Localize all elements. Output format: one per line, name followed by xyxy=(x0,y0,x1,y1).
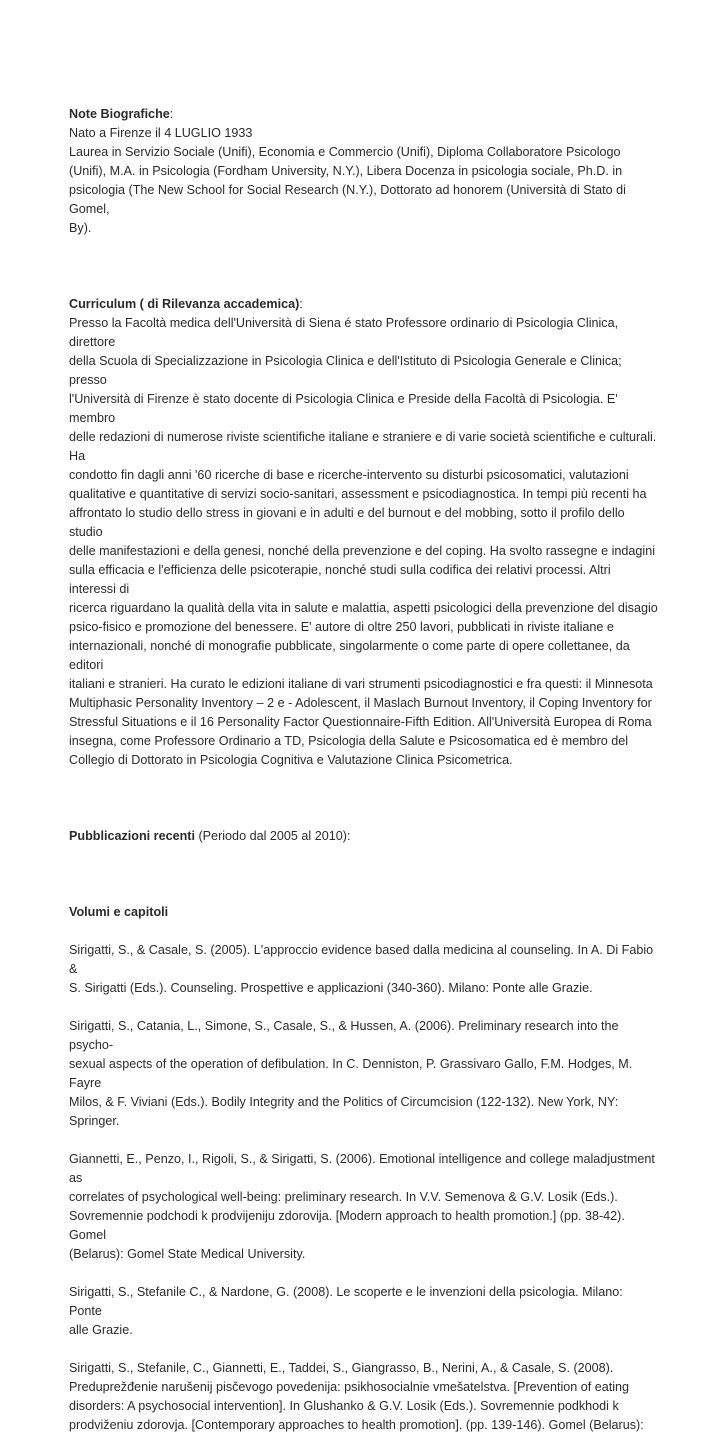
publications-period: (Periodo dal 2005 al 2010): xyxy=(194,829,351,843)
publication-entry: Sirigatti, S., Catania, L., Simone, S., Casale, S., & Hussen, A. (2006). Preliminary research into the psycho- sexual aspects of the operation of defibulation. In C. Denniston, P. Grassivaro Gallo, F.M. Hodges, M. Fayre Milos, & F. Viviani (Eds.). Bodily Integrity and the Politics of Circumcision (122-132). New York, NY: Springer. xyxy=(69,1019,633,1128)
publication-entry: Sirigatti, S., Stefanile C., & Nardone, G. (2008). Le scoperte e le invenzioni della psicologia. Milano: Ponte alle Grazie. xyxy=(69,1285,623,1337)
publication-entry: Sirigatti, S., Stefanile, C., Giannetti, E., Taddei, S., Giangrasso, B., Nerini, A., & Casale, S. (2008). Preduprežđenie narušenij pisčevogo povedenija: psikhosocialnie vmešatelstva. [Prevention of eating disorders: A psychosocial intervention]. In Glushanko & G.V. Losik (Eds.). Sovremennie podkhodi k prodviženiu zdorovja. [Contemporary approaches to health promotion]. (pp. 139-146). Gomel (Belarus): xyxy=(69,1361,644,1432)
publications-heading: Pubblicazioni recenti xyxy=(69,829,195,843)
document-page xyxy=(69,86,659,1454)
curriculum-section xyxy=(69,295,659,770)
curriculum-heading: Curriculum ( di Rilevanza accademica) xyxy=(69,297,300,311)
publication-entry: Giannetti, E., Penzo, I., Rigoli, S., & Sirigatti, S. (2006). Emotional intelligence and college maladjustment as correlates of psychological well-being: preliminary research. In V.V. Semenova & G.V. Losik (Eds.). Sovremennie podchodi k prodvijeniju zdorovija. [Modern approach to health promotion.] (pp. 38-42). Gomel (Belarus): Gomel State Medical University. xyxy=(69,1152,655,1261)
curriculum-text: Presso la Facoltà medica dell'Università di Siena é stato Professore ordinario di Psicologia Clinica, direttore della Scuola di Specializzazione in Psicologia Clinica e dell'Istituto di Psicologia Generale e Clinica; presso l'Università di Firenze è stato docente di Psicologia Clinica e Preside della Facoltà di Psicologia. E' membro delle redazioni di numerose riviste scientifiche italiane e straniere e di varie società scientifiche e culturali. Ha condotto fin dagli anni '60 ricerche di base e ricerche-intervento su disturbi psicosomatici, valutazioni qualitative e quantitative di servizi socio-sanitari, assessment e psicodiagnostica. In tempi più recenti ha affrontato lo studio dello stress in giovani e in adulti e del burnout e del mobbing, sotto il profilo dello studio delle manifestazioni e della genesi, nonché della prevenzione e del coping. Ha svolto rassegne e indagini sulla efficacia e l'efficienza delle psicoterapie, nonché studi sulla codifica dei relativi processi. Altri interessi di ricerca riguardano la qualità della vita in salute e malattia, aspetti psicologici della prevenzione del disagio psico-fisico e promozione del benessere. E' autore di oltre 250 lavori, pubblicati in riviste italiane e internazionali, nonché di monografie pubblicate, singolarmente o come parte di opere collettanee, da editori italiani e stranieri. Ha curato le edizioni italiane di vari strumenti psicodiagnostici e fra questi: il Minnesota Multiphasic Personality Inventory – 2 e - Adolescent, il Maslach Burnout Inventory, il Coping Inventory for Stressful Situations e il 16 Personality Factor Questionnaire-Fifth Edition. All'Università Europea di Roma insegna, come Professore Ordinario a TD, Psicologia della Salute e Psicosomatica ed è membro del Collegio di Dottorato in Psicologia Cognitiva e Valutazione Clinica Psicometrica. xyxy=(69,316,658,767)
spacer xyxy=(69,865,659,884)
volumes-subheading: Volumi e capitoli xyxy=(69,905,169,919)
publications-heading-line xyxy=(69,827,659,846)
curriculum-heading-suffix: : xyxy=(299,297,303,311)
spacer xyxy=(69,257,659,276)
bio-heading-suffix: : xyxy=(169,107,174,121)
bio-section xyxy=(69,105,659,238)
spacer xyxy=(69,789,659,808)
publication-entry: Sirigatti, S., & Casale, S. (2005). L'approccio evidence based dalla medicina al counseling. In A. Di Fabio & S. Sirigatti (Eds.). Counseling. Prospettive e applicazioni (340-360). Milano: Ponte alle Grazie. xyxy=(69,943,654,995)
bio-heading: Note Biografiche xyxy=(69,107,170,121)
bio-text: Nato a Firenze il 4 LUGLIO 1933 Laurea in Servizio Sociale (Unifi), Economia e Commercio (Unifi), Diploma Collaboratore Psicologo (Unifi), M.A. in Psicologia (Fordham University, N.Y.), Libera Docenza in psicologia sociale, Ph.D. in psicologia (The New School for Social Research (N.Y.), Dottorato ad honorem (Università di Stato di Gomel, By). xyxy=(69,126,626,235)
